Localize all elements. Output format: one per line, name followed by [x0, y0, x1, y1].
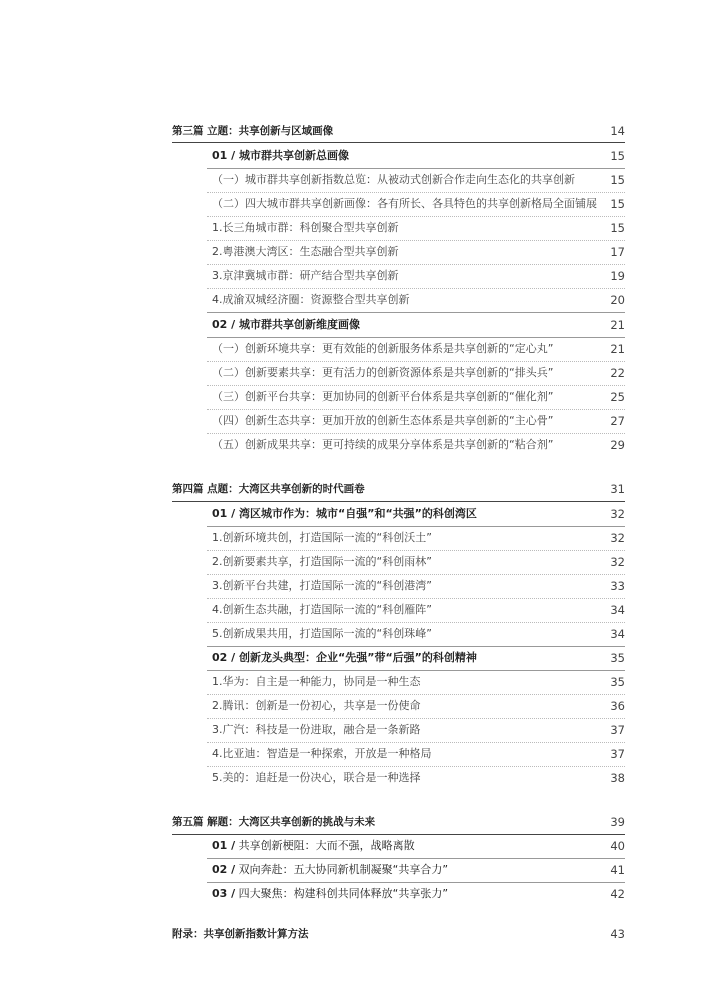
page-number: 32 [610, 507, 625, 521]
entry-title: 2.创新要素共享，打造国际一流的“科创雨林” [212, 555, 432, 568]
page-number: 38 [610, 771, 625, 785]
toc-entry [0, 696, 710, 716]
entry-title: （一）城市群共享创新指数总览：从被动式创新合作走向生态化的共享创新 [212, 173, 575, 186]
section-title: 共享创新梗阻：大而不强，战略离散 [238, 839, 415, 852]
page-number: 21 [610, 342, 625, 356]
page-number: 43 [610, 927, 625, 941]
page-number: 29 [610, 438, 625, 452]
toc-entry [0, 170, 710, 190]
entry-title: （二）创新要素共享：更有活力的创新资源体系是共享创新的“排头兵” [212, 366, 554, 379]
entry-title: 4.创新生态共融，打造国际一流的“科创雁阵” [212, 603, 432, 616]
part-title: 第三篇 立题：共享创新与区域画像 [172, 125, 334, 137]
entry-title: （五）创新成果共享：更可持续的成果分享体系是共享创新的“粘合剂” [212, 438, 554, 451]
toc-entry [0, 290, 710, 310]
toc-entry [0, 266, 710, 286]
part-title: 第四篇 点题：大湾区共享创新的时代画卷 [172, 483, 365, 495]
toc-section [0, 884, 710, 904]
toc-section [0, 836, 710, 856]
divider [207, 192, 625, 193]
entry-title: 1.创新环境共创，打造国际一流的“科创沃土” [212, 531, 432, 544]
page-number: 15 [610, 149, 625, 163]
section-title: 双向奔赴：五大协同新机制凝聚“共享合力” [238, 863, 449, 876]
entry-title: 2.粤港澳大湾区：生态融合型共享创新 [212, 245, 399, 258]
section-title: 02 / 城市群共享创新维度画像 [212, 318, 360, 331]
toc-part [0, 479, 710, 499]
divider [172, 834, 625, 835]
section-title: 02 / 创新龙头典型：企业“先强”带“后强”的科创精神 [212, 651, 477, 664]
divider [207, 742, 625, 743]
divider [207, 718, 625, 719]
divider [207, 598, 625, 599]
page-number: 31 [610, 482, 625, 496]
toc-entry [0, 552, 710, 572]
toc-part [0, 812, 710, 832]
divider [207, 526, 625, 527]
page-number: 34 [610, 603, 625, 617]
divider [207, 766, 625, 767]
divider [172, 501, 625, 502]
page-number: 15 [610, 221, 625, 235]
toc-entry [0, 435, 710, 455]
page-number: 22 [610, 366, 625, 380]
entry-title: 5.创新成果共用，打造国际一流的“科创珠峰” [212, 627, 432, 640]
page-number: 42 [610, 887, 625, 901]
divider [207, 240, 625, 241]
divider [207, 858, 625, 859]
entry-title: 4.比亚迪：智造是一种探索，开放是一种格局 [212, 747, 432, 760]
section-title: 01 / 城市群共享创新总画像 [212, 149, 349, 162]
divider [207, 409, 625, 410]
entry-title: 1.华为：自主是一种能力，协同是一种生态 [212, 675, 421, 688]
divider [207, 168, 625, 169]
toc-section [0, 146, 710, 166]
toc-entry [0, 363, 710, 383]
toc-entry [0, 720, 710, 740]
divider [207, 622, 625, 623]
page-number: 19 [610, 269, 625, 283]
entry-title: 3.京津冀城市群：研产结合型共享创新 [212, 269, 399, 282]
toc-part [0, 121, 710, 141]
entry-title: 3.广汽：科技是一份进取，融合是一条新路 [212, 723, 421, 736]
toc-section [0, 315, 710, 335]
entry-title: 1.长三角城市群：科创聚合型共享创新 [212, 221, 399, 234]
page-number: 36 [610, 699, 625, 713]
page-number: 32 [610, 531, 625, 545]
divider [207, 361, 625, 362]
page-number: 35 [610, 675, 625, 689]
divider [207, 385, 625, 386]
appendix-title: 附录：共享创新指数计算方法 [172, 928, 309, 940]
divider [207, 288, 625, 289]
toc-section [0, 648, 710, 668]
toc-entry [0, 194, 710, 214]
page-number: 25 [610, 390, 625, 404]
toc-entry [0, 672, 710, 692]
divider [207, 264, 625, 265]
section-number: 01 / [212, 839, 236, 852]
entry-title: （三）创新平台共享：更加协同的创新平台体系是共享创新的“催化剂” [212, 390, 554, 403]
page-number: 33 [610, 579, 625, 593]
page-number: 14 [610, 124, 625, 138]
section-number: 02 / [212, 863, 236, 876]
divider [207, 694, 625, 695]
toc-appendix [0, 924, 710, 944]
page-number: 37 [610, 747, 625, 761]
page-number: 21 [610, 318, 625, 332]
divider [172, 142, 625, 143]
page-number: 39 [610, 815, 625, 829]
entry-title: （一）创新环境共享：更有效能的创新服务体系是共享创新的“定心丸” [212, 342, 554, 355]
section-title: 四大聚焦：构建科创共同体释放“共享张力” [238, 887, 449, 900]
page-number: 34 [610, 627, 625, 641]
divider [207, 216, 625, 217]
page-number: 15 [610, 197, 625, 211]
divider [207, 312, 625, 313]
page-number: 40 [610, 839, 625, 853]
section-number: 03 / [212, 887, 236, 900]
toc-entry [0, 242, 710, 262]
section-title: 01 / 湾区城市作为：城市“自强”和“共强”的科创湾区 [212, 507, 477, 520]
page-number: 41 [610, 863, 625, 877]
toc-section [0, 860, 710, 880]
toc-entry [0, 339, 710, 359]
divider [207, 433, 625, 434]
entry-title: 5.美的：追赶是一份决心，联合是一种选择 [212, 771, 421, 784]
toc-section [0, 504, 710, 524]
entry-title: （二）四大城市群共享创新画像：各有所长、各具特色的共享创新格局全面铺展 [212, 197, 597, 210]
divider [207, 646, 625, 647]
toc-entry [0, 411, 710, 431]
page-number: 20 [610, 293, 625, 307]
toc-entry [0, 768, 710, 788]
divider [207, 882, 625, 883]
divider [207, 337, 625, 338]
page-number: 35 [610, 651, 625, 665]
entry-title: 4.成渝双城经济圈：资源整合型共享创新 [212, 293, 410, 306]
entry-title: 3.创新平台共建，打造国际一流的“科创港湾” [212, 579, 432, 592]
toc-entry [0, 387, 710, 407]
page-number: 27 [610, 414, 625, 428]
page-number: 17 [610, 245, 625, 259]
page-number: 15 [610, 173, 625, 187]
divider [207, 550, 625, 551]
divider [207, 574, 625, 575]
toc-entry [0, 576, 710, 596]
divider [207, 670, 625, 671]
page-number: 37 [610, 723, 625, 737]
page-number: 32 [610, 555, 625, 569]
toc-entry [0, 218, 710, 238]
entry-title: （四）创新生态共享：更加开放的创新生态体系是共享创新的“主心骨” [212, 414, 554, 427]
part-title: 第五篇 解题：大湾区共享创新的挑战与未来 [172, 816, 376, 828]
toc-entry [0, 744, 710, 764]
toc-entry [0, 528, 710, 548]
toc-entry [0, 600, 710, 620]
entry-title: 2.腾讯：创新是一份初心，共享是一份使命 [212, 699, 421, 712]
toc-entry [0, 624, 710, 644]
